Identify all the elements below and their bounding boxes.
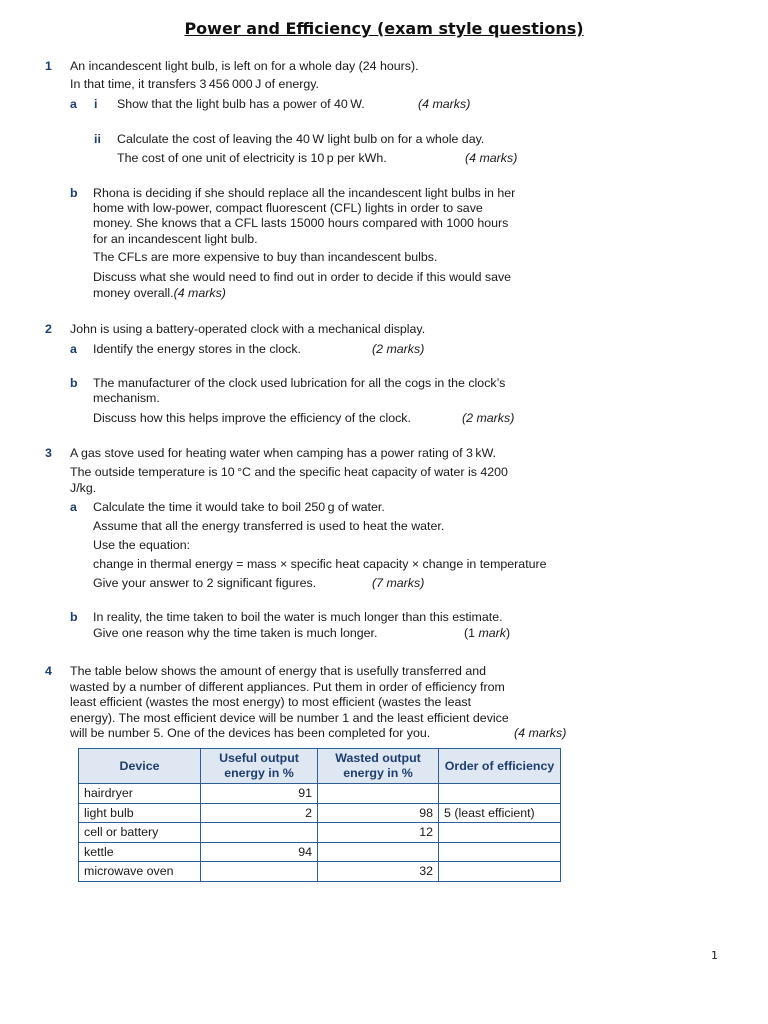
q1a-label: a bbox=[70, 97, 77, 111]
wasted-cell bbox=[318, 842, 439, 862]
q3a-label: a bbox=[70, 500, 77, 514]
useful-cell: 2 bbox=[201, 803, 318, 823]
q4-line-1: The table below shows the amount of energy that is usefully transferred and bbox=[70, 664, 487, 678]
q1b-marks: (4 marks) bbox=[173, 286, 226, 300]
q3-intro-line-1: A gas stove used for heating water when camping has a power rating of 3 kW. bbox=[70, 446, 497, 460]
q3a-line-1: Calculate the time it would take to boil 250 g of water. bbox=[93, 500, 385, 514]
q1b-line-6: Discuss what she would need to find out in order to decide if this would save bbox=[93, 270, 512, 284]
q3a-line-3: Use the equation: bbox=[93, 538, 191, 552]
useful-cell: 94 bbox=[201, 842, 318, 862]
wasted-cell bbox=[318, 784, 439, 804]
q4-marks: (4 marks) bbox=[514, 726, 567, 740]
q3a-equation: change in thermal energy = mass × specific heat capacity × change in temperature bbox=[93, 557, 547, 571]
q3-intro-line-2: The outside temperature is 10 °C and the specific heat capacity of water is 4200 bbox=[70, 465, 508, 479]
q1b-line-4: for an incandescent light bulb. bbox=[93, 232, 258, 246]
device-cell: microwave oven bbox=[79, 862, 201, 882]
device-cell: kettle bbox=[79, 842, 201, 862]
q4-line-2: wasted by a number of different appliances. Put them in order of efficiency from bbox=[70, 680, 505, 694]
q1ai-text: Show that the light bulb has a power of 40 W. bbox=[117, 97, 365, 111]
q1b-line-1: Rhona is deciding if she should replace all the incandescent light bulbs in her bbox=[93, 186, 516, 200]
q4-line-5: will be number 5. One of the devices has been completed for you. bbox=[70, 726, 431, 740]
useful-cell: 91 bbox=[201, 784, 318, 804]
table-row bbox=[79, 784, 561, 804]
wasted-cell: 98 bbox=[318, 803, 439, 823]
q2-intro-line: John is using a battery-operated clock with a mechanical display. bbox=[70, 322, 426, 336]
q1aii-line-1: Calculate the cost of leaving the 40 W light bulb on for a whole day. bbox=[117, 132, 485, 146]
q1b-label: b bbox=[70, 186, 78, 200]
q2b-line-3: Discuss how this helps improve the efficiency of the clock. bbox=[93, 411, 411, 425]
wasted-cell: 32 bbox=[318, 862, 439, 882]
order-cell bbox=[439, 823, 561, 843]
table-header-row bbox=[79, 749, 561, 784]
q1aii-marks: (4 marks) bbox=[465, 151, 518, 165]
q1ai-marks: (4 marks) bbox=[418, 97, 471, 111]
order-cell bbox=[439, 862, 561, 882]
q3b-line-1: In reality, the time taken to boil the water is much longer than this estimate. bbox=[93, 610, 503, 624]
q3b-marks-word: mark bbox=[478, 626, 507, 640]
q4-line-3: least efficient (wastes the most energy) to most efficient (wastes the least bbox=[70, 695, 472, 709]
q1b-line-3: money. She knows that a CFL lasts 15000 hours compared with 1000 hours bbox=[93, 216, 509, 230]
order-cell bbox=[439, 784, 561, 804]
q2a-text: Identify the energy stores in the clock. bbox=[93, 342, 301, 356]
table-row bbox=[79, 862, 561, 882]
q2a-label: a bbox=[70, 342, 77, 356]
table-row bbox=[79, 842, 561, 862]
question-1-number: 1 bbox=[45, 59, 52, 73]
order-cell bbox=[439, 842, 561, 862]
q3a-line-5: Give your answer to 2 significant figures. bbox=[93, 576, 317, 590]
q3a-marks: (7 marks) bbox=[372, 576, 425, 590]
q1b-line-7-text: money overall. bbox=[93, 286, 174, 300]
header-useful-output: Useful output energy in % bbox=[201, 749, 318, 784]
q4-line-4: energy). The most efficient device will be number 1 and the least efficient device bbox=[70, 711, 509, 725]
q2a-marks: (2 marks) bbox=[372, 342, 425, 356]
table-row bbox=[79, 803, 561, 823]
q3a-line-2: Assume that all the energy transferred is used to heat the water. bbox=[93, 519, 445, 533]
q1aii-line-2: The cost of one unit of electricity is 10 p per kWh. bbox=[117, 151, 387, 165]
device-cell: cell or battery bbox=[79, 823, 201, 843]
page-title: Power and Efficiency (exam style questions) bbox=[184, 19, 584, 38]
q1ai-label: i bbox=[94, 97, 98, 111]
device-cell: light bulb bbox=[79, 803, 201, 823]
question-2-number: 2 bbox=[45, 322, 52, 336]
order-cell: 5 (least efficient) bbox=[439, 803, 561, 823]
q1aii-label: ii bbox=[94, 132, 101, 146]
q1-intro-line-1: An incandescent light bulb, is left on for a whole day (24 hours). bbox=[70, 59, 419, 73]
q3-intro-line-3: J/kg. bbox=[70, 481, 97, 495]
q2b-line-2: mechanism. bbox=[93, 391, 160, 405]
q2b-line-1: The manufacturer of the clock used lubrication for all the cogs in the clock’s bbox=[93, 376, 506, 390]
header-device: Device bbox=[79, 749, 201, 784]
q1b-line-7 bbox=[93, 286, 226, 302]
q3b-marks bbox=[464, 626, 510, 642]
q2b-marks: (2 marks) bbox=[462, 411, 515, 425]
q3b-marks-close: ) bbox=[506, 626, 511, 640]
q2b-label: b bbox=[70, 376, 78, 390]
useful-cell bbox=[201, 862, 318, 882]
page-number: 1 bbox=[711, 949, 718, 962]
q1b-line-5: The CFLs are more expensive to buy than incandescent bulbs. bbox=[93, 250, 438, 264]
q3b-marks-open: (1 bbox=[464, 626, 479, 640]
table-row bbox=[79, 823, 561, 843]
header-wasted-output: Wasted output energy in % bbox=[318, 749, 439, 784]
q1-intro-line-2: In that time, it transfers 3 456 000 J of energy. bbox=[70, 77, 319, 91]
useful-cell bbox=[201, 823, 318, 843]
device-cell: hairdryer bbox=[79, 784, 201, 804]
efficiency-table bbox=[78, 748, 561, 882]
question-4-number: 4 bbox=[45, 664, 52, 678]
wasted-cell: 12 bbox=[318, 823, 439, 843]
q3b-line-2: Give one reason why the time taken is much longer. bbox=[93, 626, 378, 640]
q1b-line-2: home with low-power, compact fluorescent (CFL) lights in order to save bbox=[93, 201, 483, 215]
q3b-label: b bbox=[70, 610, 78, 624]
header-order: Order of efficiency bbox=[439, 749, 561, 784]
question-3-number: 3 bbox=[45, 446, 52, 460]
